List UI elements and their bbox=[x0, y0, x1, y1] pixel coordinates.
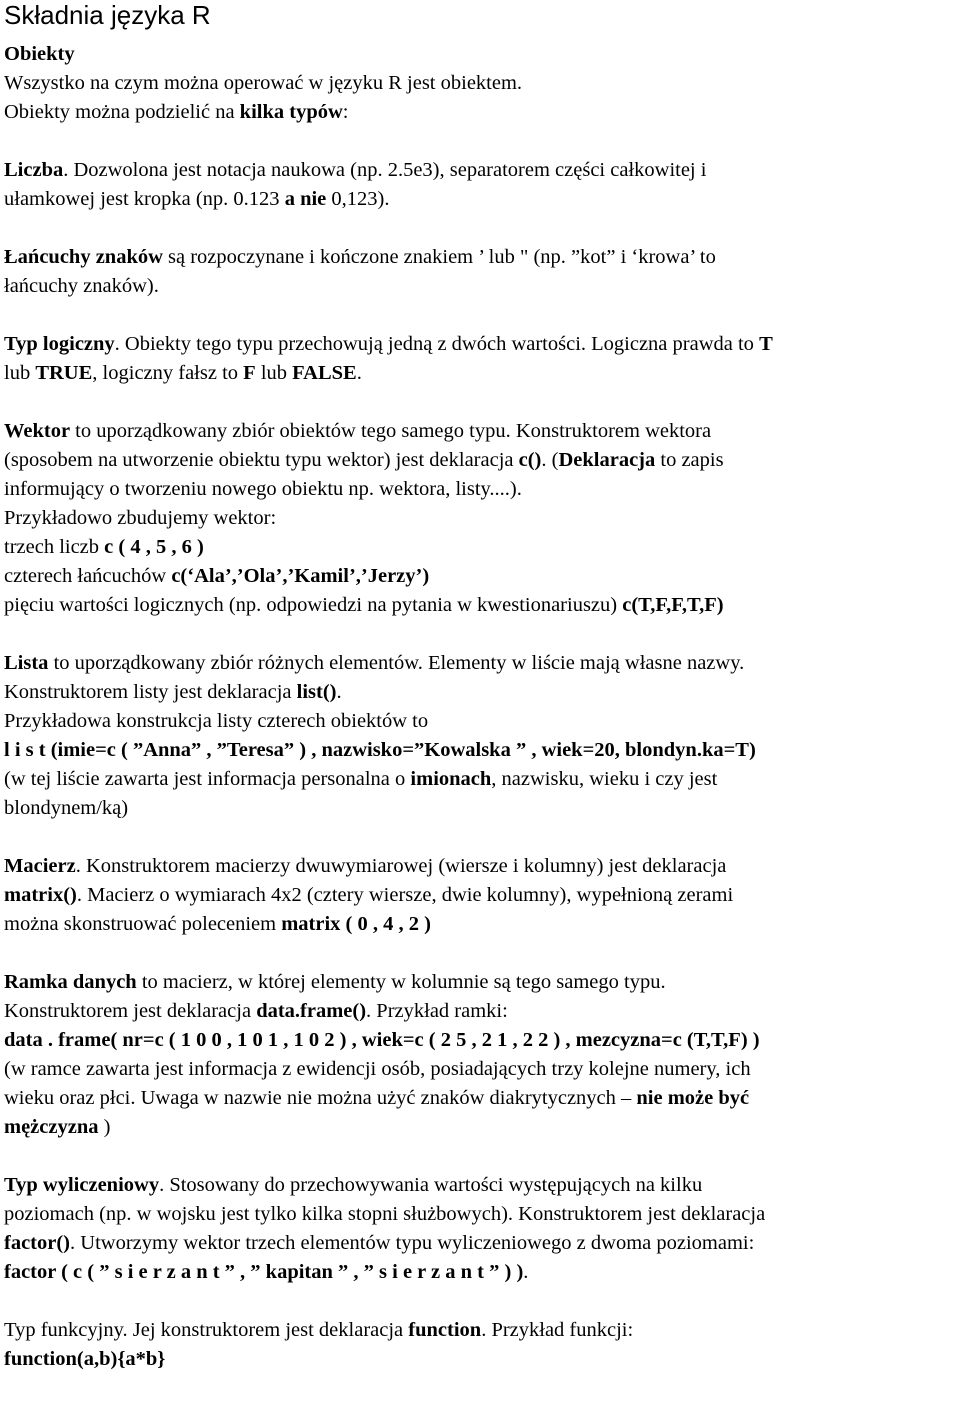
text-run: . bbox=[523, 1261, 529, 1283]
text-line bbox=[4, 1316, 956, 1345]
text-line bbox=[4, 968, 956, 997]
bold-text: Deklaracja bbox=[558, 449, 656, 471]
text-line bbox=[4, 475, 956, 504]
bold-text: imionach bbox=[410, 768, 492, 790]
bold-text: matrix() bbox=[4, 884, 77, 906]
text-run: Obiekty można podzielić na bbox=[4, 101, 240, 123]
text-run: (w ramce zawarta jest informacja z ewidencji osób, posiadających trzy kolejne numery, ich bbox=[4, 1058, 751, 1080]
bold-text: Wektor bbox=[4, 420, 71, 442]
bold-text: Ramka danych bbox=[4, 971, 137, 993]
bold-text: matrix ( 0 , 4 , 2 ) bbox=[281, 913, 431, 935]
text-run: (sposobem na utworzenie obiektu typu wektor) jest deklaracja bbox=[4, 449, 519, 471]
text-run: . Utworzymy wektor trzech elementów typu wyliczeniowego z dwoma poziomami: bbox=[70, 1232, 755, 1254]
text-line bbox=[4, 272, 956, 301]
text-line bbox=[4, 881, 956, 910]
text-line bbox=[4, 504, 956, 533]
paragraph-gap bbox=[4, 301, 956, 330]
text-run: łańcuchy znaków). bbox=[4, 275, 159, 297]
text-run: to uporządkowany zbiór różnych elementów. Elementy w liście mają własne nazwy. bbox=[48, 652, 745, 674]
text-line bbox=[4, 156, 956, 185]
text-run: , nazwisku, wieku i czy jest bbox=[491, 768, 718, 790]
text-line bbox=[4, 533, 956, 562]
text-run: . ( bbox=[541, 449, 559, 471]
text-line bbox=[4, 359, 956, 388]
paragraph-gap bbox=[4, 214, 956, 243]
bold-text: c() bbox=[518, 449, 542, 471]
text-line bbox=[4, 852, 956, 881]
bold-text: factor() bbox=[4, 1232, 71, 1254]
bold-text: Macierz bbox=[4, 855, 76, 877]
text-run: . Obiekty tego typu przechowują jedną z dwóch wartości. Logiczna prawda to bbox=[114, 333, 760, 355]
text-line bbox=[4, 1055, 956, 1084]
bold-text: data . frame( nr=c ( 1 0 0 , 1 0 1 , 1 0 2 ) , wiek=c ( 2 5 , 2 1 , 2 2 ) , mezcyzna=c (T,T,F) ) bbox=[4, 1029, 760, 1051]
paragraph-gap bbox=[4, 388, 956, 417]
text-line bbox=[4, 562, 956, 591]
text-line bbox=[4, 910, 956, 939]
text-run: trzech liczb bbox=[4, 536, 105, 558]
text-run: Przykładowo zbudujemy wektor: bbox=[4, 507, 277, 529]
text-run: . Przykład ramki: bbox=[366, 1000, 508, 1022]
bold-text: c ( 4 , 5 , 6 ) bbox=[104, 536, 204, 558]
text-run: Przykładowa konstrukcja listy czterech obiektów to bbox=[4, 710, 429, 732]
text-line bbox=[4, 185, 956, 214]
text-run: lub bbox=[4, 362, 36, 384]
paragraph-gap bbox=[4, 127, 956, 156]
text-line bbox=[4, 649, 956, 678]
paragraph-gap bbox=[4, 620, 956, 649]
text-line bbox=[4, 591, 956, 620]
bold-text: a nie bbox=[284, 188, 327, 210]
bold-text: Typ logiczny bbox=[4, 333, 115, 355]
bold-text: factor ( c ( ” s i e r z a n t ” , ” kapitan ” , ” s i e r z a n t ” ) ) bbox=[4, 1261, 524, 1283]
bold-text: F bbox=[243, 362, 256, 384]
text-line bbox=[4, 1113, 956, 1142]
text-line bbox=[4, 707, 956, 736]
text-run: blondynem/ką) bbox=[4, 797, 129, 819]
text-run: : bbox=[342, 101, 349, 123]
text-run: Konstruktorem listy jest deklaracja bbox=[4, 681, 297, 703]
text-line bbox=[4, 446, 956, 475]
bold-text: mężczyzna bbox=[4, 1116, 99, 1138]
text-run: Wszystko na czym można operować w języku R jest obiektem. bbox=[4, 72, 523, 94]
bold-text: Lista bbox=[4, 652, 49, 674]
text-line bbox=[4, 1026, 956, 1055]
text-line bbox=[4, 794, 956, 823]
text-run: . Konstruktorem macierzy dwuwymiarowej (wiersze i kolumny) jest deklaracja bbox=[75, 855, 727, 877]
text-run: ułamkowej jest kropka (np. 0.123 bbox=[4, 188, 285, 210]
text-line bbox=[4, 765, 956, 794]
text-line bbox=[4, 69, 956, 98]
text-line bbox=[4, 330, 956, 359]
bold-text: list() bbox=[296, 681, 337, 703]
text-line bbox=[4, 997, 956, 1026]
paragraph-gap bbox=[4, 1142, 956, 1171]
text-run: to uporządkowany zbiór obiektów tego samego typu. Konstruktorem wektora bbox=[70, 420, 712, 442]
paragraph-gap bbox=[4, 939, 956, 968]
text-line bbox=[4, 1229, 956, 1258]
paragraph-gap bbox=[4, 823, 956, 852]
bold-text: TRUE bbox=[35, 362, 93, 384]
bold-text: kilka typów bbox=[239, 101, 343, 123]
bold-text: c(T,F,F,T,F) bbox=[622, 594, 724, 616]
bold-text: T bbox=[759, 333, 773, 355]
bold-text: FALSE bbox=[292, 362, 357, 384]
bold-text: c(‘Ala’,’Ola’,’Kamil’,’Jerzy’) bbox=[171, 565, 430, 587]
document-body bbox=[4, 40, 956, 1374]
text-line bbox=[4, 40, 956, 69]
text-run: . Dozwolona jest notacja naukowa (np. 2.5e3), separatorem części całkowitej i bbox=[63, 159, 707, 181]
text-run: informujący o tworzeniu nowego obiektu np. wektora, listy....). bbox=[4, 478, 522, 500]
text-run: można skonstruować poleceniem bbox=[4, 913, 282, 935]
bold-text: function(a,b){a*b} bbox=[4, 1348, 166, 1370]
text-line bbox=[4, 1258, 956, 1287]
text-line bbox=[4, 1171, 956, 1200]
text-line bbox=[4, 417, 956, 446]
bold-text: Obiekty bbox=[4, 43, 75, 65]
text-run: to zapis bbox=[655, 449, 724, 471]
text-line bbox=[4, 1345, 956, 1374]
text-run: . Przykład funkcji: bbox=[481, 1319, 634, 1341]
text-line bbox=[4, 1200, 956, 1229]
text-run: Typ funkcyjny. Jej konstruktorem jest deklaracja bbox=[4, 1319, 409, 1341]
bold-text: function bbox=[408, 1319, 482, 1341]
bold-text: Typ wyliczeniowy bbox=[4, 1174, 160, 1196]
bold-text: Łańcuchy znaków bbox=[4, 246, 163, 268]
bold-text: Liczba bbox=[4, 159, 64, 181]
text-run: . bbox=[356, 362, 362, 384]
bold-text: l i s t (imie=c ( ”Anna” , ”Teresa” ) , nazwisko=”Kowalska ” , wiek=20, blondyn.ka=T) bbox=[4, 739, 756, 761]
text-run: 0,123). bbox=[326, 188, 390, 210]
bold-text: nie może być bbox=[636, 1087, 750, 1109]
text-line bbox=[4, 678, 956, 707]
paragraph-gap bbox=[4, 1287, 956, 1316]
text-run: . bbox=[336, 681, 342, 703]
text-run: to macierz, w której elementy w kolumnie są tego samego typu. bbox=[136, 971, 666, 993]
text-run: . Macierz o wymiarach 4x2 (cztery wiersze, dwie kolumny), wypełnioną zerami bbox=[76, 884, 734, 906]
text-line bbox=[4, 1084, 956, 1113]
text-run: . Stosowany do przechowywania wartości występujących na kilku bbox=[159, 1174, 703, 1196]
text-line bbox=[4, 243, 956, 272]
text-run: , logiczny fałsz to bbox=[92, 362, 244, 384]
text-run: wieku oraz płci. Uwaga w nazwie nie można użyć znaków diakrytycznych – bbox=[4, 1087, 637, 1109]
bold-text: data.frame() bbox=[256, 1000, 367, 1022]
text-line bbox=[4, 736, 956, 765]
text-run: lub bbox=[255, 362, 293, 384]
text-run: ) bbox=[98, 1116, 111, 1138]
page-title: Składnia języka R bbox=[4, 0, 211, 30]
text-run: czterech łańcuchów bbox=[4, 565, 172, 587]
text-run: są rozpoczynane i kończone znakiem ’ lub " (np. ”kot” i ‘krowa’ to bbox=[162, 246, 716, 268]
text-run: pięciu wartości logicznych (np. odpowiedzi na pytania w kwestionariuszu) bbox=[4, 594, 623, 616]
text-line bbox=[4, 98, 956, 127]
text-run: poziomach (np. w wojsku jest tylko kilka stopni służbowych). Konstruktorem jest deklaracja bbox=[4, 1203, 766, 1225]
text-run: (w tej liście zawarta jest informacja personalna o bbox=[4, 768, 411, 790]
text-run: Konstruktorem jest deklaracja bbox=[4, 1000, 257, 1022]
